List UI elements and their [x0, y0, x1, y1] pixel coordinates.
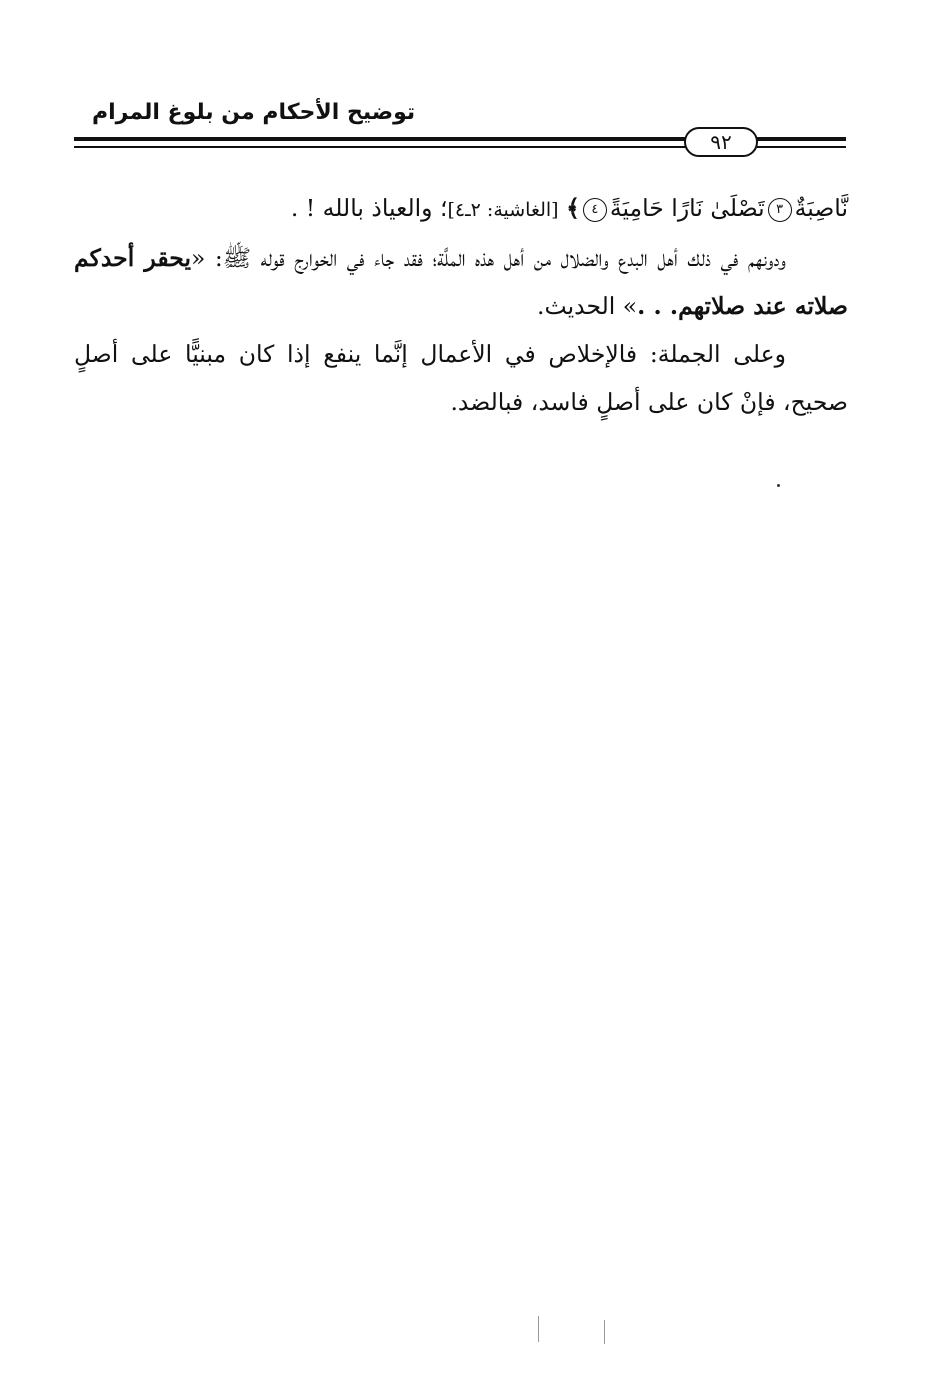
verse-tail-text: ؛ والعياذ بالله ! .: [290, 194, 448, 222]
header-rule-thick: [74, 137, 686, 141]
verse-paragraph: [74, 184, 848, 234]
paragraph-text: وعلى الجملة: فالإخلاص في الأعمال إنَّما ينفع إذا كان مبنيًّا على أصلٍ: [74, 340, 786, 368]
hadith-quote: يحقر أحدكم صلاته عند صلاتهم. . .: [74, 244, 848, 320]
paragraph-text: » الحديث.: [537, 292, 638, 320]
verse-text: تَصْلَىٰ نَارًا حَامِيَةً: [609, 194, 765, 222]
stray-dot: [777, 484, 780, 487]
verse-text: نَّاصِبَةٌ: [794, 194, 848, 222]
ayah-number-icon: ٤: [583, 198, 607, 222]
ayah-number-icon: ٣: [768, 198, 792, 222]
verse-line: [74, 184, 848, 234]
running-title: توضيح الأحكام من بلوغ المرام: [92, 100, 416, 125]
header-rule-right-thin: [757, 146, 846, 148]
scan-artifact: [538, 1316, 539, 1342]
verse-reference: [الغاشية: ٢ـ٤]: [447, 199, 559, 221]
paragraph-text: ودونهم في ذلك أهل البدع والضلال من أهل هذه الملَّة؛ فقد جاء في: [346, 244, 786, 272]
header-rule-thin: [74, 146, 686, 148]
quran-bracket-icon: ﴾: [566, 194, 580, 222]
page-number: ٩٢: [684, 127, 758, 157]
header-rule-right-thick: [757, 137, 846, 141]
paragraph: [74, 234, 848, 330]
paragraph: [74, 330, 848, 426]
paragraph-text: صحيح، فإنْ كان على أصلٍ فاسد، فبالضد.: [450, 388, 848, 416]
paragraph-text: الخوارج قوله ﷺ: «: [190, 244, 338, 272]
page-body: [74, 184, 848, 426]
scan-artifact: [604, 1320, 605, 1344]
